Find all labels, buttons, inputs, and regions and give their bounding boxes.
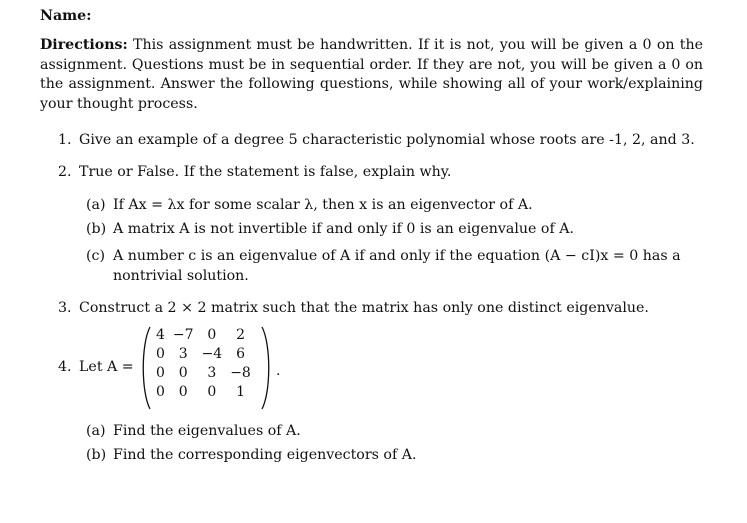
question-2c-text-line1: A number c is an eigenvalue of A if and only if the equation (A − cI)x = 0 has a: [113, 248, 681, 264]
question-1-number: 1.: [58, 132, 72, 148]
question-2c-label: (c): [86, 248, 106, 264]
question-3-number: 3.: [58, 300, 72, 316]
matrix-entry: 0: [156, 365, 165, 381]
directions-label: Directions:: [40, 37, 128, 53]
question-1-text: Give an example of a degree 5 characteristic polynomial whose roots are -1, 2, and 3.: [79, 132, 695, 148]
matrix-entry: 0: [178, 365, 188, 381]
matrix-entry: 0: [207, 327, 217, 343]
directions-text: This assignment must be handwritten. If it is not, you will be given a 0 on the assignment. Questions must be in sequential order. If they are not, you will be given a 0 on the assignment. Answer the following questions, while showing all of your work/explaining your thought process.: [40, 37, 703, 112]
matrix-row: [152, 383, 255, 402]
matrix-end-period: .: [276, 363, 281, 379]
question-1: [58, 131, 703, 151]
name-label: Name:: [40, 8, 92, 24]
matrix-entry: −8: [230, 365, 251, 381]
matrix-entry: 2: [236, 327, 245, 343]
question-4a-label: (a): [86, 423, 106, 439]
matrix-entry: 1: [236, 384, 245, 400]
question-4-let: [58, 358, 134, 378]
matrix-entry: −7: [172, 327, 194, 343]
question-4-let-text: Let A =: [79, 359, 134, 375]
question-2c: [86, 247, 703, 286]
matrix-left-paren: [140, 326, 152, 410]
question-2a-label: (a): [86, 197, 106, 213]
question-2b-label: (b): [86, 221, 107, 237]
matrix-entry: −4: [201, 346, 223, 362]
question-4b-label: (b): [86, 447, 107, 463]
matrix-entry: 6: [236, 346, 245, 362]
question-4-number: 4.: [58, 359, 72, 375]
matrix-entry: 3: [178, 346, 188, 362]
matrix-row: [152, 345, 255, 364]
matrix-entry: 0: [207, 384, 217, 400]
question-2: [58, 163, 703, 183]
matrix-entry: 0: [156, 384, 165, 400]
question-2b-text: A matrix A is not invertible if and only if 0 is an eigenvalue of A.: [113, 221, 574, 237]
matrix-row: [152, 364, 255, 383]
matrix-entry: 0: [178, 384, 188, 400]
question-2b: [86, 220, 703, 240]
question-2a-text: If Ax = λx for some scalar λ, then x is an eigenvector of A.: [113, 197, 533, 213]
matrix-entry: 4: [156, 327, 165, 343]
question-4a: [86, 422, 703, 442]
question-2c-text-line2: nontrivial solution.: [113, 267, 249, 284]
question-2-text: True or False. If the statement is false, explain why.: [79, 164, 452, 180]
question-4b-text: Find the corresponding eigenvectors of A.: [113, 447, 417, 463]
question-4b: [86, 446, 703, 466]
directions-paragraph: [40, 36, 703, 114]
matrix-entry: 3: [207, 365, 217, 381]
question-2-number: 2.: [58, 164, 72, 180]
question-3-text: Construct a 2 × 2 matrix such that the matrix has only one distinct eigenvalue.: [79, 300, 649, 316]
question-2a: [86, 196, 703, 216]
question-4a-text: Find the eigenvalues of A.: [113, 423, 301, 439]
question-3: [58, 299, 703, 319]
matrix-entry: 0: [156, 346, 165, 362]
matrix-right-paren: [260, 326, 272, 410]
matrix-A: [152, 326, 255, 402]
matrix-row: [152, 326, 255, 345]
